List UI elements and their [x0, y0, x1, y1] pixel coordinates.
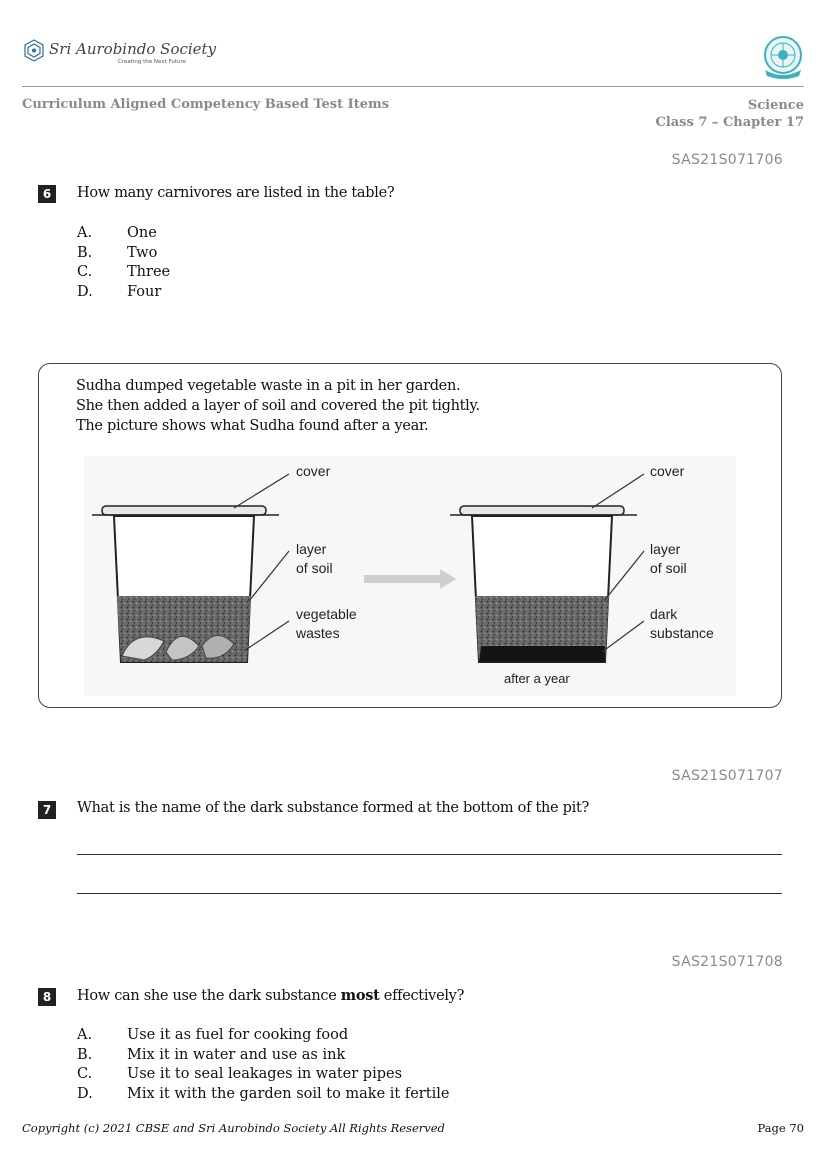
q8-options: [77, 1026, 449, 1104]
right-label-substance: substance: [650, 625, 714, 641]
q7-code: SAS21S071707: [671, 768, 783, 784]
q8-number-badge: 8: [38, 988, 56, 1006]
subject-label: Science: [747, 98, 804, 113]
q8-option-d[interactable]: D. Mix it with the garden soil to make it fertile: [77, 1085, 450, 1102]
left-label-vegetable: vegetable: [296, 606, 357, 622]
passage-line: She then added a layer of soil and covered the pit tightly.: [76, 398, 480, 414]
q8-option-c[interactable]: C. Use it to seal leakages in water pipes: [77, 1066, 403, 1082]
right-label-of-soil: of soil: [650, 560, 687, 576]
left-label-cover: cover: [296, 463, 331, 479]
q6-number-badge: 6: [38, 185, 56, 203]
q6-code: SAS21S071706: [671, 152, 783, 168]
copyright-text: Copyright (c) 2021 CBSE and Sri Aurobindo Society All Rights Reserved: [22, 1121, 445, 1135]
right-label-cover: cover: [650, 463, 685, 479]
answer-line[interactable]: [77, 854, 782, 855]
figure-caption: after a year: [504, 671, 570, 686]
q8-question-text: How can she use the dark substance most effectively?: [77, 987, 465, 1004]
right-label-dark: dark: [650, 606, 678, 622]
answer-line[interactable]: [77, 893, 782, 894]
cbse-emblem-logo: [760, 34, 806, 80]
passage-text: [76, 376, 480, 436]
q6-option-d[interactable]: D. Four: [77, 283, 162, 300]
q6-option-a[interactable]: A. One: [77, 225, 157, 241]
q8-option-b[interactable]: B. Mix it in water and use as ink: [77, 1046, 346, 1063]
q6-question-text: How many carnivores are listed in the table?: [77, 185, 395, 201]
subject-class-info: [655, 97, 804, 131]
sri-aurobindo-society-logo: [22, 36, 217, 68]
q6-options: [77, 224, 170, 302]
q7-question-text: What is the name of the dark substance formed at the bottom of the pit?: [77, 800, 589, 816]
right-pot-cover: [460, 506, 624, 515]
dark-substance-layer: [479, 646, 605, 662]
compost-pit-diagram: [84, 456, 736, 696]
header-divider: [22, 86, 804, 87]
passage-line: The picture shows what Sudha found after a year.: [76, 418, 429, 434]
left-label-layer: layer: [296, 541, 327, 557]
q8-code: SAS21S071708: [671, 954, 783, 970]
svg-text:Creating the Next Future: Creating the Next Future: [118, 59, 186, 65]
q7-number-badge: 7: [38, 801, 56, 819]
curriculum-title: Curriculum Aligned Competency Based Test Items: [22, 97, 390, 112]
left-label-wastes: wastes: [296, 625, 340, 641]
q6-option-b[interactable]: B. Two: [77, 244, 158, 261]
svg-text:Sri Aurobindo Society: Sri Aurobindo Society: [49, 40, 217, 58]
left-pot-cover: [102, 506, 266, 515]
q8-option-a[interactable]: A. Use it as fuel for cooking food: [77, 1027, 349, 1043]
passage-line: Sudha dumped vegetable waste in a pit in her garden.: [76, 378, 461, 394]
emphasis-most: most: [340, 987, 380, 1004]
page-number: Page 70: [757, 1121, 804, 1135]
class-chapter-label: Class 7 – Chapter 17: [655, 115, 804, 130]
q6-option-c[interactable]: C. Three: [77, 264, 171, 280]
left-label-of-soil: of soil: [296, 560, 333, 576]
right-label-layer: layer: [650, 541, 681, 557]
